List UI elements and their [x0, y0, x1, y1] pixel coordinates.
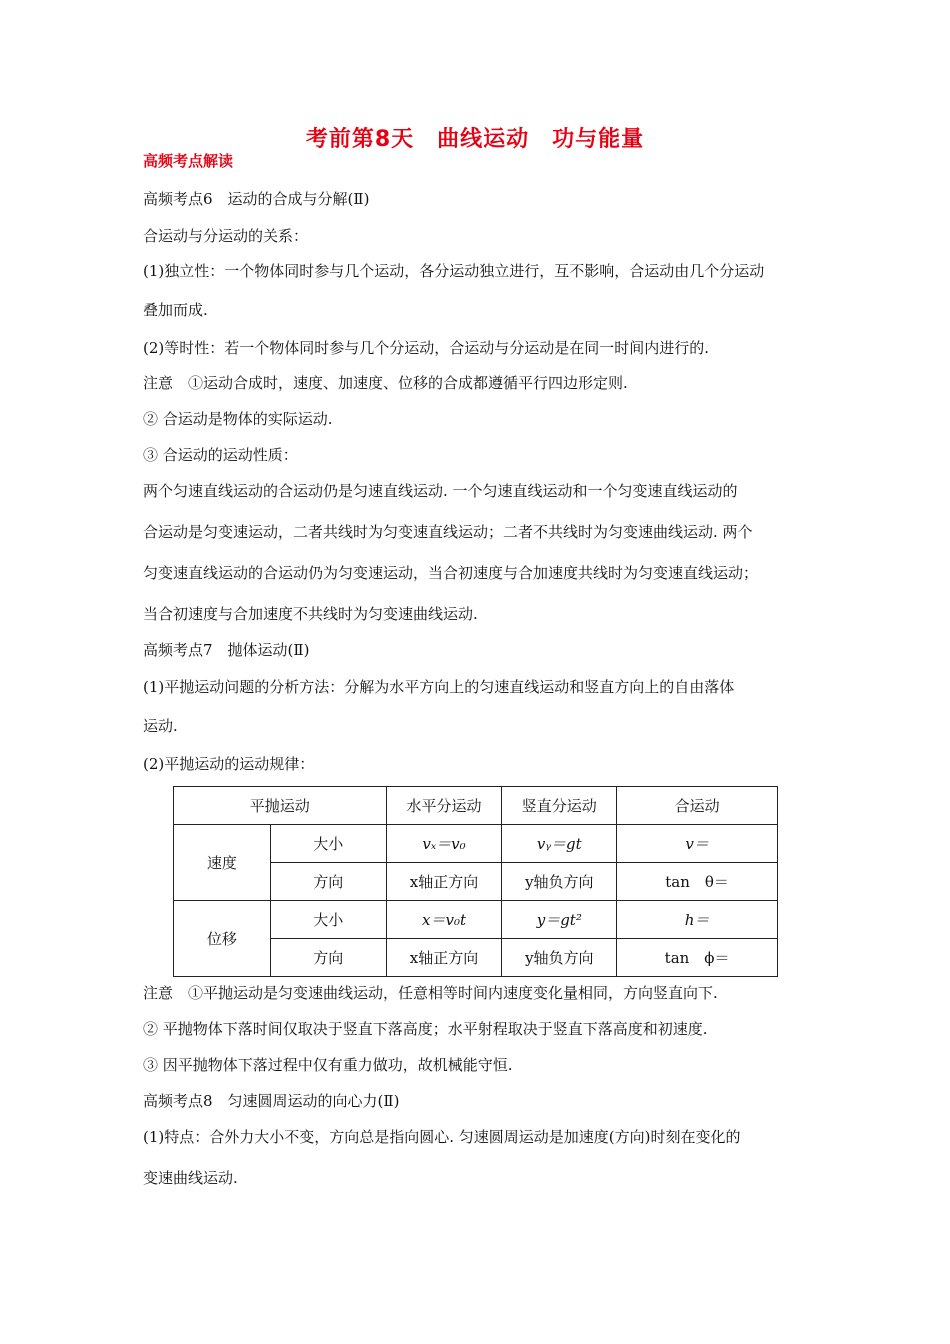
- table-row: [174, 901, 778, 939]
- table-row: [174, 825, 778, 863]
- point6-intro: 合运动与分运动的关系：: [143, 227, 309, 245]
- table-cell: vₓ＝v₀: [386, 825, 502, 863]
- point6-para-line2: 合运动是匀变速运动，二者共线时为匀变速直线运动；二者不共线时为匀变速曲线运动. 两个: [143, 523, 753, 541]
- section-heading: 高频考点解读: [143, 152, 234, 170]
- point7-note2: ② 平抛物体下落时间仅取决于竖直下落高度；水平射程取决于竖直下落高度和初速度.: [143, 1020, 708, 1038]
- point8-item1-line1: (1)特点：合外力大小不变，方向总是指向圆心. 匀速圆周运动是加速度(方向)时刻在变化的: [143, 1128, 741, 1146]
- table-header-cell: 竖直分运动: [502, 787, 617, 825]
- point7-item1-line1: (1)平抛运动问题的分析方法：分解为水平方向上的匀速直线运动和竖直方向上的自由落体: [143, 678, 735, 696]
- point6-item2: (2)等时性：若一个物体同时参与几个分运动，合运动与分运动是在同一时间内进行的.: [143, 339, 710, 357]
- table-cell: 大小: [270, 901, 386, 939]
- point7-heading: 高频考点7 抛体运动(Ⅱ): [143, 641, 310, 659]
- table-cell: 大小: [270, 825, 386, 863]
- table-cell: v＝: [617, 825, 778, 863]
- table-header-cell: 平抛运动: [174, 787, 387, 825]
- row-group-label: 位移: [174, 901, 271, 977]
- point8-item1-line2: 变速曲线运动.: [143, 1169, 238, 1187]
- table-header-cell: 合运动: [617, 787, 778, 825]
- table-cell: x＝v₀t: [386, 901, 502, 939]
- table-cell: x轴正方向: [386, 939, 502, 977]
- point6-item1-line2: 叠加而成.: [143, 301, 208, 319]
- table-cell: x轴正方向: [386, 863, 502, 901]
- point6-para-line1: 两个匀速直线运动的合运动仍是匀速直线运动. 一个匀速直线运动和一个匀变速直线运动的: [143, 482, 738, 500]
- point6-heading: 高频考点6 运动的合成与分解(Ⅱ): [143, 190, 370, 208]
- table-cell: tan θ＝: [617, 863, 778, 901]
- point7-note3: ③ 因平抛物体下落过程中仅有重力做功，故机械能守恒.: [143, 1056, 513, 1074]
- point6-note1: 注意 ①运动合成时，速度、加速度、位移的合成都遵循平行四边形定则.: [143, 374, 628, 392]
- row-group-label: 速度: [174, 825, 271, 901]
- point6-para-line4: 当合初速度与合加速度不共线时为匀变速曲线运动.: [143, 605, 478, 623]
- point7-item1-line2: 运动.: [143, 717, 178, 735]
- point6-note3: ③ 合运动的运动性质：: [143, 446, 298, 464]
- page-title: 考前第8天 曲线运动 功与能量: [305, 127, 645, 152]
- point7-note1: 注意 ①平抛运动是匀变速曲线运动，任意相等时间内速度变化量相同，方向竖直向下.: [143, 984, 718, 1002]
- table-header-row: [174, 787, 778, 825]
- point6-note2: ② 合运动是物体的实际运动.: [143, 410, 333, 428]
- table-cell: vᵧ＝gt: [502, 825, 617, 863]
- table-header-cell: 水平分运动: [386, 787, 502, 825]
- table-cell: y轴负方向: [502, 939, 617, 977]
- point6-para-line3: 匀变速直线运动的合运动仍为匀变速运动，当合初速度与合加速度共线时为匀变速直线运动；: [143, 564, 759, 582]
- point8-heading: 高频考点8 匀速圆周运动的向心力(Ⅱ): [143, 1092, 400, 1110]
- table-cell: tan ϕ＝: [617, 939, 778, 977]
- table-cell: y＝gt²: [502, 901, 617, 939]
- point7-item2: (2)平抛运动的运动规律：: [143, 755, 315, 773]
- table-cell: 方向: [270, 863, 386, 901]
- table-cell: y轴负方向: [502, 863, 617, 901]
- point6-item1-line1: (1)独立性：一个物体同时参与几个运动，各分运动独立进行，互不影响，合运动由几个分运动: [143, 262, 765, 280]
- table-cell: 方向: [270, 939, 386, 977]
- table-cell: h＝: [617, 901, 778, 939]
- projectile-motion-table: [173, 786, 778, 977]
